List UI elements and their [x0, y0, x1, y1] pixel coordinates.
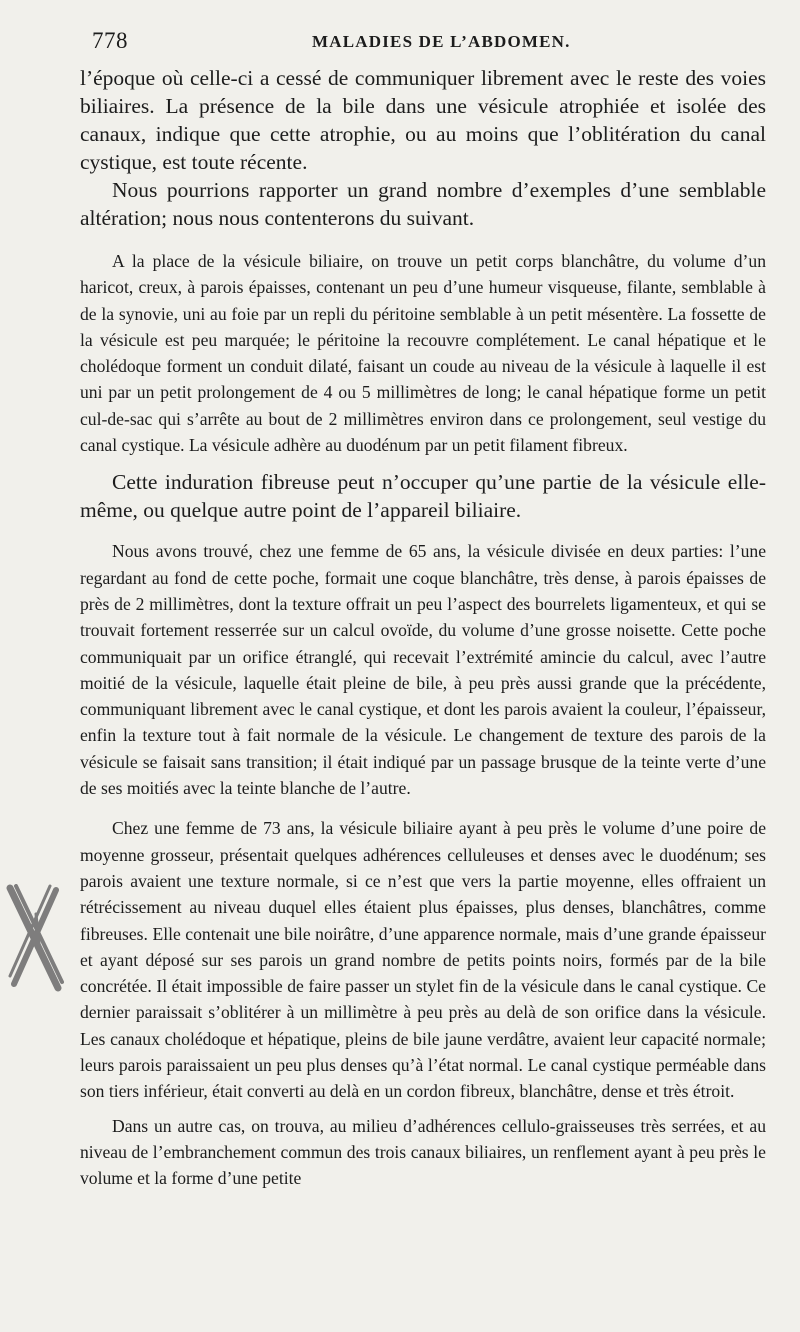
paragraph-induration: Cette induration fibreuse peut n’occuper qu’une partie de la vésicule elle-même, ou quelque autre point de l’appareil biliaire. — [80, 470, 766, 523]
paragraph-case-2: Nous avons trouvé, chez une femme de 65 ans, la vésicule divisée en deux parties: l’une regardant au fond de cette poche, formait une coque blanchâtre, très dense, à parois épaisses de près de 2 millimètres, dont la texture offrait un peu l’aspect des bourrelets ligamenteux, et qui se trouvait fortement resserrée sur un calcul ovoïde, du volume d’une grosse noisette. Cette poche communiquait par un orifice étranglé, qui recevait l’extrémité amincie du calcul, avec l’autre moitié de la vésicule, laquelle était pleine de bile, à peu près aussi grande que la précédente, communiquant librement avec le canal cystique, et dont les parois avaient la couleur, l’épaisseur, enfin la texture tout à fait normale de la vésicule. Le changement de texture des parois de la vésicule se faisait sans transition; il était indiqué par un passage brusque de la teinte verte d’une de ses moitiés avec la teinte blanche de l’autre. — [80, 541, 766, 799]
paragraph-case-1: A la place de la vésicule biliaire, on trouve un petit corps blanchâtre, du volume d’un haricot, creux, à parois épaisses, contenant un peu d’une humeur visqueuse, filante, semblable à de la synovie, uni au foie par un repli du péritoine semblable à un petit mésentère. La fossette de la vésicule est peu marquée; le péritoine la recouvre complétement. Le canal hépatique et le cholédoque forment un conduit dilaté, faisant un coude au niveau de la vésicule à laquelle il est uni par un petit prolongement de 4 ou 5 millimètres de long; le canal hépatique forme un petit cul-de-sac qui s’arrête au bout de 2 millimètres environ dans ce prolongement, seul vestige du canal cystique. La vésicule adhère au duodénum par un petit filament fibreux. — [80, 251, 766, 456]
paragraph-continuation: l’époque où celle-ci a cessé de communiquer librement avec le reste des voies biliaires. La présence de la bile dans une vésicule atrophiée et isolée des canaux, indique que cette atrophie, ou au moins que l’oblitération du canal cystique, est toute récente. — [80, 66, 766, 174]
running-head: MALADIES DE L’ABDOMEN. — [312, 32, 571, 51]
page-body — [80, 64, 766, 1192]
pencil-cross-mark — [6, 884, 64, 994]
page-header — [92, 28, 772, 58]
paragraph-case-3: Chez une femme de 73 ans, la vésicule biliaire ayant à peu près le volume d’une poire de moyenne grosseur, présentait quelques adhérences celluleuses et denses avec le duodénum; ses parois avaient une texture normale, si ce n’est que vers la partie moyenne, elles offraient un rétrécissement au niveau duquel elles étaient plus épaisses, plus denses, blanchâtres, comme fibreuses. Elle contenait une bile noirâtre, d’une apparence normale, mais d’une grande épaisseur et ayant déposé sur ses parois un grand nombre de petits points noirs, formés par de la bile concrétée. Il était impossible de faire passer un stylet fin de la vésicule dans le canal cystique. Ce dernier paraissait s’oblitérer à un millimètre à peu près au delà de son orifice dans la vésicule. Les canaux cholédoque et hépatique, pleins de bile jaune verdâtre, avaient leur capacité normale; leurs parois paraissaient un peu plus denses qu’à l’état normal. Le canal cystique perméable dans son tiers inférieur, était converti au delà en un cordon fibreux, blanchâtre, dense et très étroit. — [80, 818, 766, 1102]
page-number: 778 — [92, 28, 128, 53]
paragraph-intro-example: Nous pourrions rapporter un grand nombre d’exemples d’une semblable altération; nous nous contenterons du suivant. — [80, 178, 766, 230]
paragraph-case-4: Dans un autre cas, on trouva, au milieu d’adhérences cellulo-graisseuses très serrées, et au niveau de l’embranchement commun des trois canaux biliaires, un renflement ayant à peu près le volume et la forme d’une petite — [80, 1115, 766, 1189]
